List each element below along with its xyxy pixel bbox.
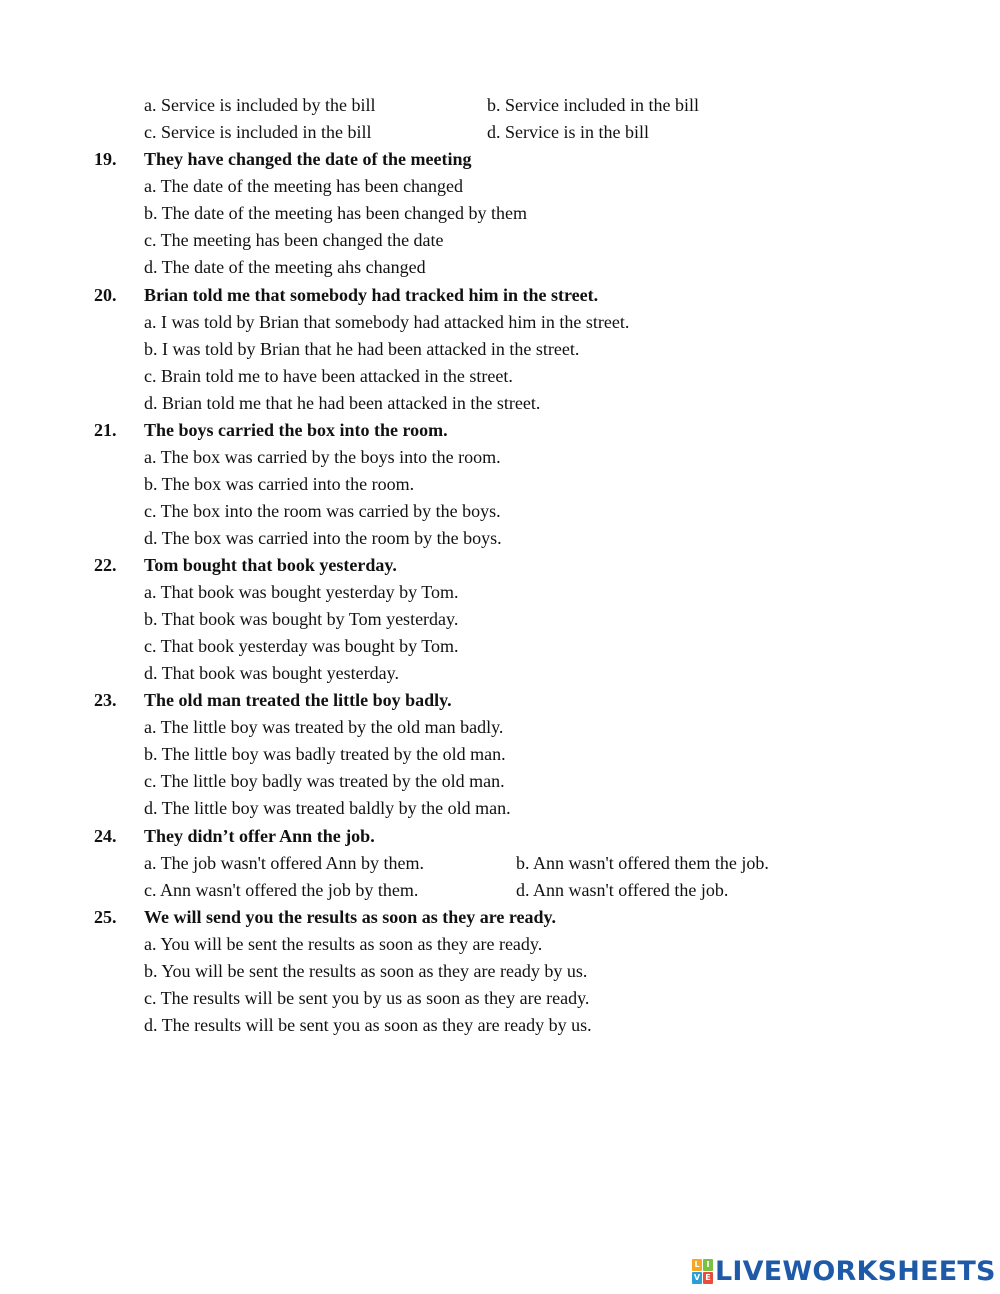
question-number: 21.: [94, 420, 117, 440]
logo-text: LIVEWORKSHEETS: [715, 1255, 996, 1287]
option-c: c. The box into the room was carried by the boys.: [144, 501, 501, 521]
q18-option-b: b. Service included in the bill: [487, 95, 699, 115]
question-prompt: We will send you the results as soon as they are ready.: [144, 907, 557, 927]
option-c: c. Brain told me to have been attacked in the street.: [144, 366, 513, 386]
option-b: b. The little boy was badly treated by the old man.: [144, 744, 506, 764]
question-prompt: Brian told me that somebody had tracked him in the street.: [144, 285, 599, 305]
option-a: a. The box was carried by the boys into the room.: [144, 447, 501, 467]
q24-option-b: b. Ann wasn't offered them the job.: [516, 853, 769, 873]
question-number: 22.: [94, 555, 117, 575]
logo-mark-i: I: [703, 1259, 713, 1271]
option-d: d. The results will be sent you as soon as they are ready by us.: [144, 1015, 592, 1035]
option-b: b. The date of the meeting has been changed by them: [144, 203, 528, 223]
liveworksheets-logo: [692, 1256, 996, 1286]
option-d: d. The little boy was treated baldly by the old man.: [144, 798, 511, 818]
logo-mark-icon: [692, 1259, 712, 1283]
option-c: c. The results will be sent you by us as soon as they are ready.: [144, 988, 590, 1008]
question-number: 23.: [94, 690, 117, 710]
q24-option-c: c. Ann wasn't offered the job by them.: [144, 880, 419, 900]
question-prompt: Tom bought that book yesterday.: [144, 555, 397, 575]
question-prompt: They have changed the date of the meeting: [144, 149, 472, 169]
option-c: c. That book yesterday was bought by Tom.: [144, 636, 459, 656]
option-c: c. The little boy badly was treated by the old man.: [144, 771, 505, 791]
question-prompt: The old man treated the little boy badly.: [144, 690, 452, 710]
question-number: 20.: [94, 285, 117, 305]
option-a: a. That book was bought yesterday by Tom.: [144, 582, 459, 602]
option-c: c. The meeting has been changed the date: [144, 230, 444, 250]
option-a: a. The little boy was treated by the old man badly.: [144, 717, 504, 737]
q18-option-d: d. Service is in the bill: [487, 122, 649, 142]
q18-option-a: a. Service is included by the bill: [144, 95, 376, 115]
question-number: 19.: [94, 149, 117, 169]
option-a: a. The date of the meeting has been changed: [144, 176, 464, 196]
option-d: d. Brian told me that he had been attacked in the street.: [144, 393, 541, 413]
option-d: d. The date of the meeting ahs changed: [144, 257, 426, 277]
question-prompt: The boys carried the box into the room.: [144, 420, 448, 440]
q24-option-d: d. Ann wasn't offered the job.: [516, 880, 729, 900]
logo-mark-e: E: [703, 1272, 713, 1284]
logo-mark-l: L: [692, 1259, 702, 1271]
logo-mark-v: V: [693, 1273, 701, 1282]
option-b: b. That book was bought by Tom yesterday.: [144, 609, 459, 629]
question-number: 25.: [94, 907, 117, 927]
option-a: a. I was told by Brian that somebody had attacked him in the street.: [144, 312, 630, 332]
question-prompt: They didn’t offer Ann the job.: [144, 826, 375, 846]
question-number: 24.: [94, 826, 117, 846]
option-b: b. The box was carried into the room.: [144, 474, 415, 494]
q18-option-c: c. Service is included in the bill: [144, 122, 372, 142]
q24-option-a: a. The job wasn't offered Ann by them.: [144, 853, 425, 873]
option-d: d. The box was carried into the room by the boys.: [144, 528, 502, 548]
option-d: d. That book was bought yesterday.: [144, 663, 399, 683]
option-b: b. I was told by Brian that he had been attacked in the street.: [144, 339, 580, 359]
option-a: a. You will be sent the results as soon as they are ready.: [144, 934, 543, 954]
option-b: b. You will be sent the results as soon as they are ready by us.: [144, 961, 588, 981]
